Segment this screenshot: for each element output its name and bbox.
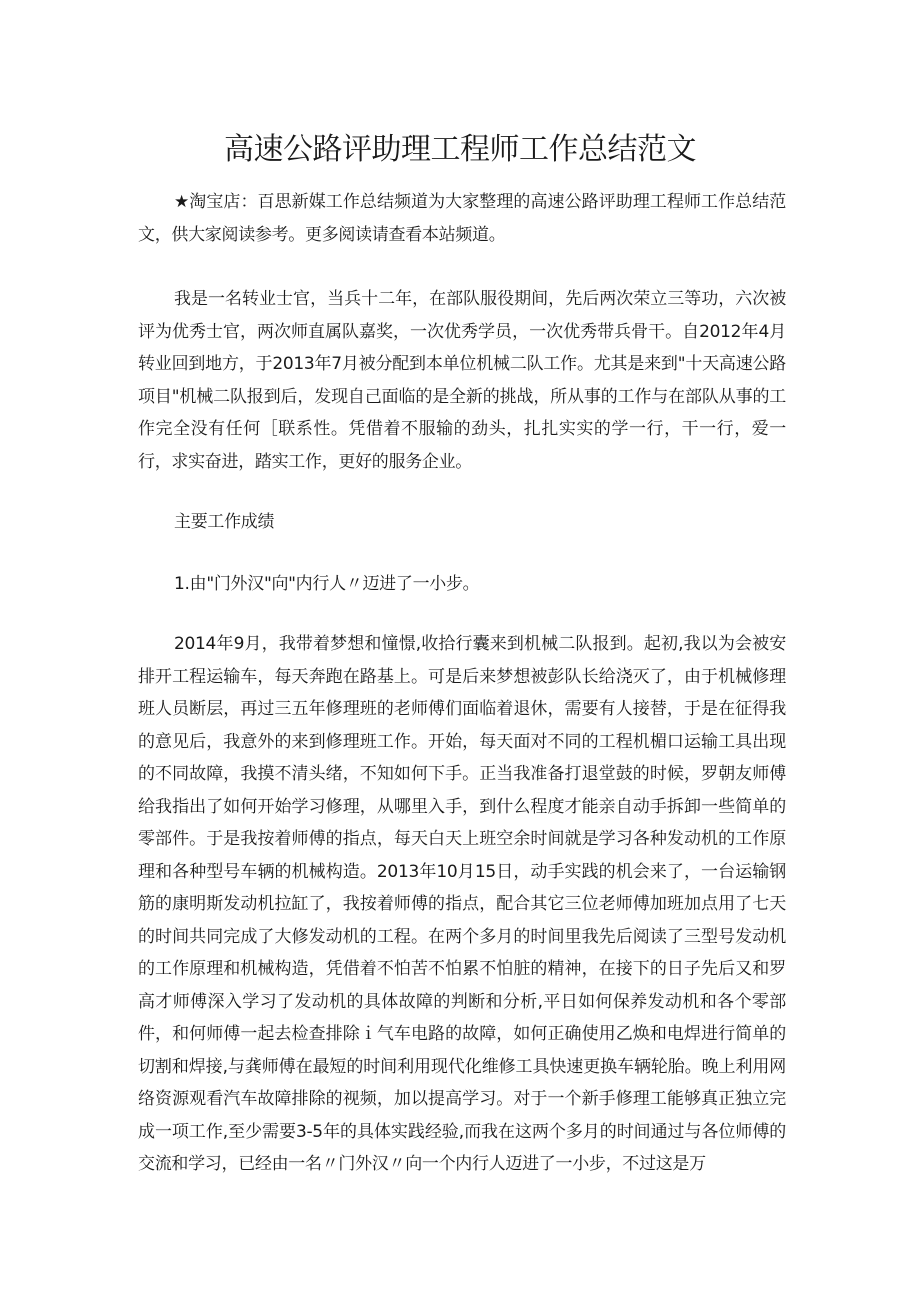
- document-title: 高速公路评助理工程师工作总结范文: [224, 132, 696, 167]
- body-paragraph-2: 2014年9月，我带着梦想和憧憬,收拾行囊来到机械二队报到。起初,我以为会被安排开工程运输车，每天奔跑在路基上。可是后来梦想被彭队长给浇灭了，由于机械修理班人员断层，再过三五年修理班的老师傅们面临着退休，需要有人接替，于是在征得我的意见后，我意外的来到修理班工作。开始，每天面对不同的工程机楣口运输工具出现的不同故障，我摸不清头绪，不知如何下手。正当我准备打退堂鼓的时候，罗朝友师傅给我指出了如何开始学习修理，从哪里入手，到什么程度才能亲自动手拆卸一些简单的零部件。于是我按着师傅的指点，每天白天上班空余时间就是学习各种发动机的工作原理和各种型号车辆的机械构造。2013年10月15日，动手实践的机会来了，一台运输钢筋的康明斯发动机拉缸了，我按着师傅的指点，配合其它三位老师傅加班加点用了七天的时间共同完成了大修发动机的工程。在两个多月的时间里我先后阅读了三型号发动机的工作原理和机械构造，凭借着不怕苦不怕累不怕脏的精神，在接下的日子先后又和罗高才师傅深入学习了发动机的具体故障的判断和分析,平日如何保养发动机和各个零部件，和何师傅一起去检查排除ｉ气车电路的故障，如何正确使用乙焕和电焊进行简单的切割和焊接,与龚师傅在最短的时间利用现代化维修工具快速更换车辆轮胎。晚上利用网络资源观看汽车故障排除的视频，加以提高学习。对于一个新手修理工能够真正独立完成一项工作,至少需要3-5年的具体实践经验,而我在这两个多月的时间通过与各位师傅的交流和学习，已经由一名〃门外汉〃向一个内行人迈进了一小步，不过这是万: [138, 634, 786, 1174]
- section-heading-main-achievements: 主要工作成绩: [174, 512, 275, 532]
- background-paragraph: 我是一名转业士官，当兵十二年，在部队服役期间，先后两次荣立三等功，六次被评为优秀士官，两次师直属队嘉奖，一次优秀学员，一次优秀带兵骨干。自2012年4月转业回到地方，于2013年7月被分配到本单位机械二队工作。尤其是来到"十天高速公路项目"机械二队报到后，发现自己面临的是全新的挑战，所从事的工作与在部队从事的工作完全没有任何［联系性。凭借着不服输的劲头，扎扎实实的学一行，干一行，爱一行，求实奋进，踏实工作，更好的服务企业。: [138, 289, 786, 472]
- subsection-heading-1: 1.由"门外汉"向"内行人〃迈进了一小步。: [174, 574, 480, 594]
- intro-paragraph: ★淘宝店：百思新媒工作总结频道为大家整理的高速公路评助理工程师工作总结范文，供大家阅读参考。更多阅读请查看本站频道。: [138, 192, 786, 245]
